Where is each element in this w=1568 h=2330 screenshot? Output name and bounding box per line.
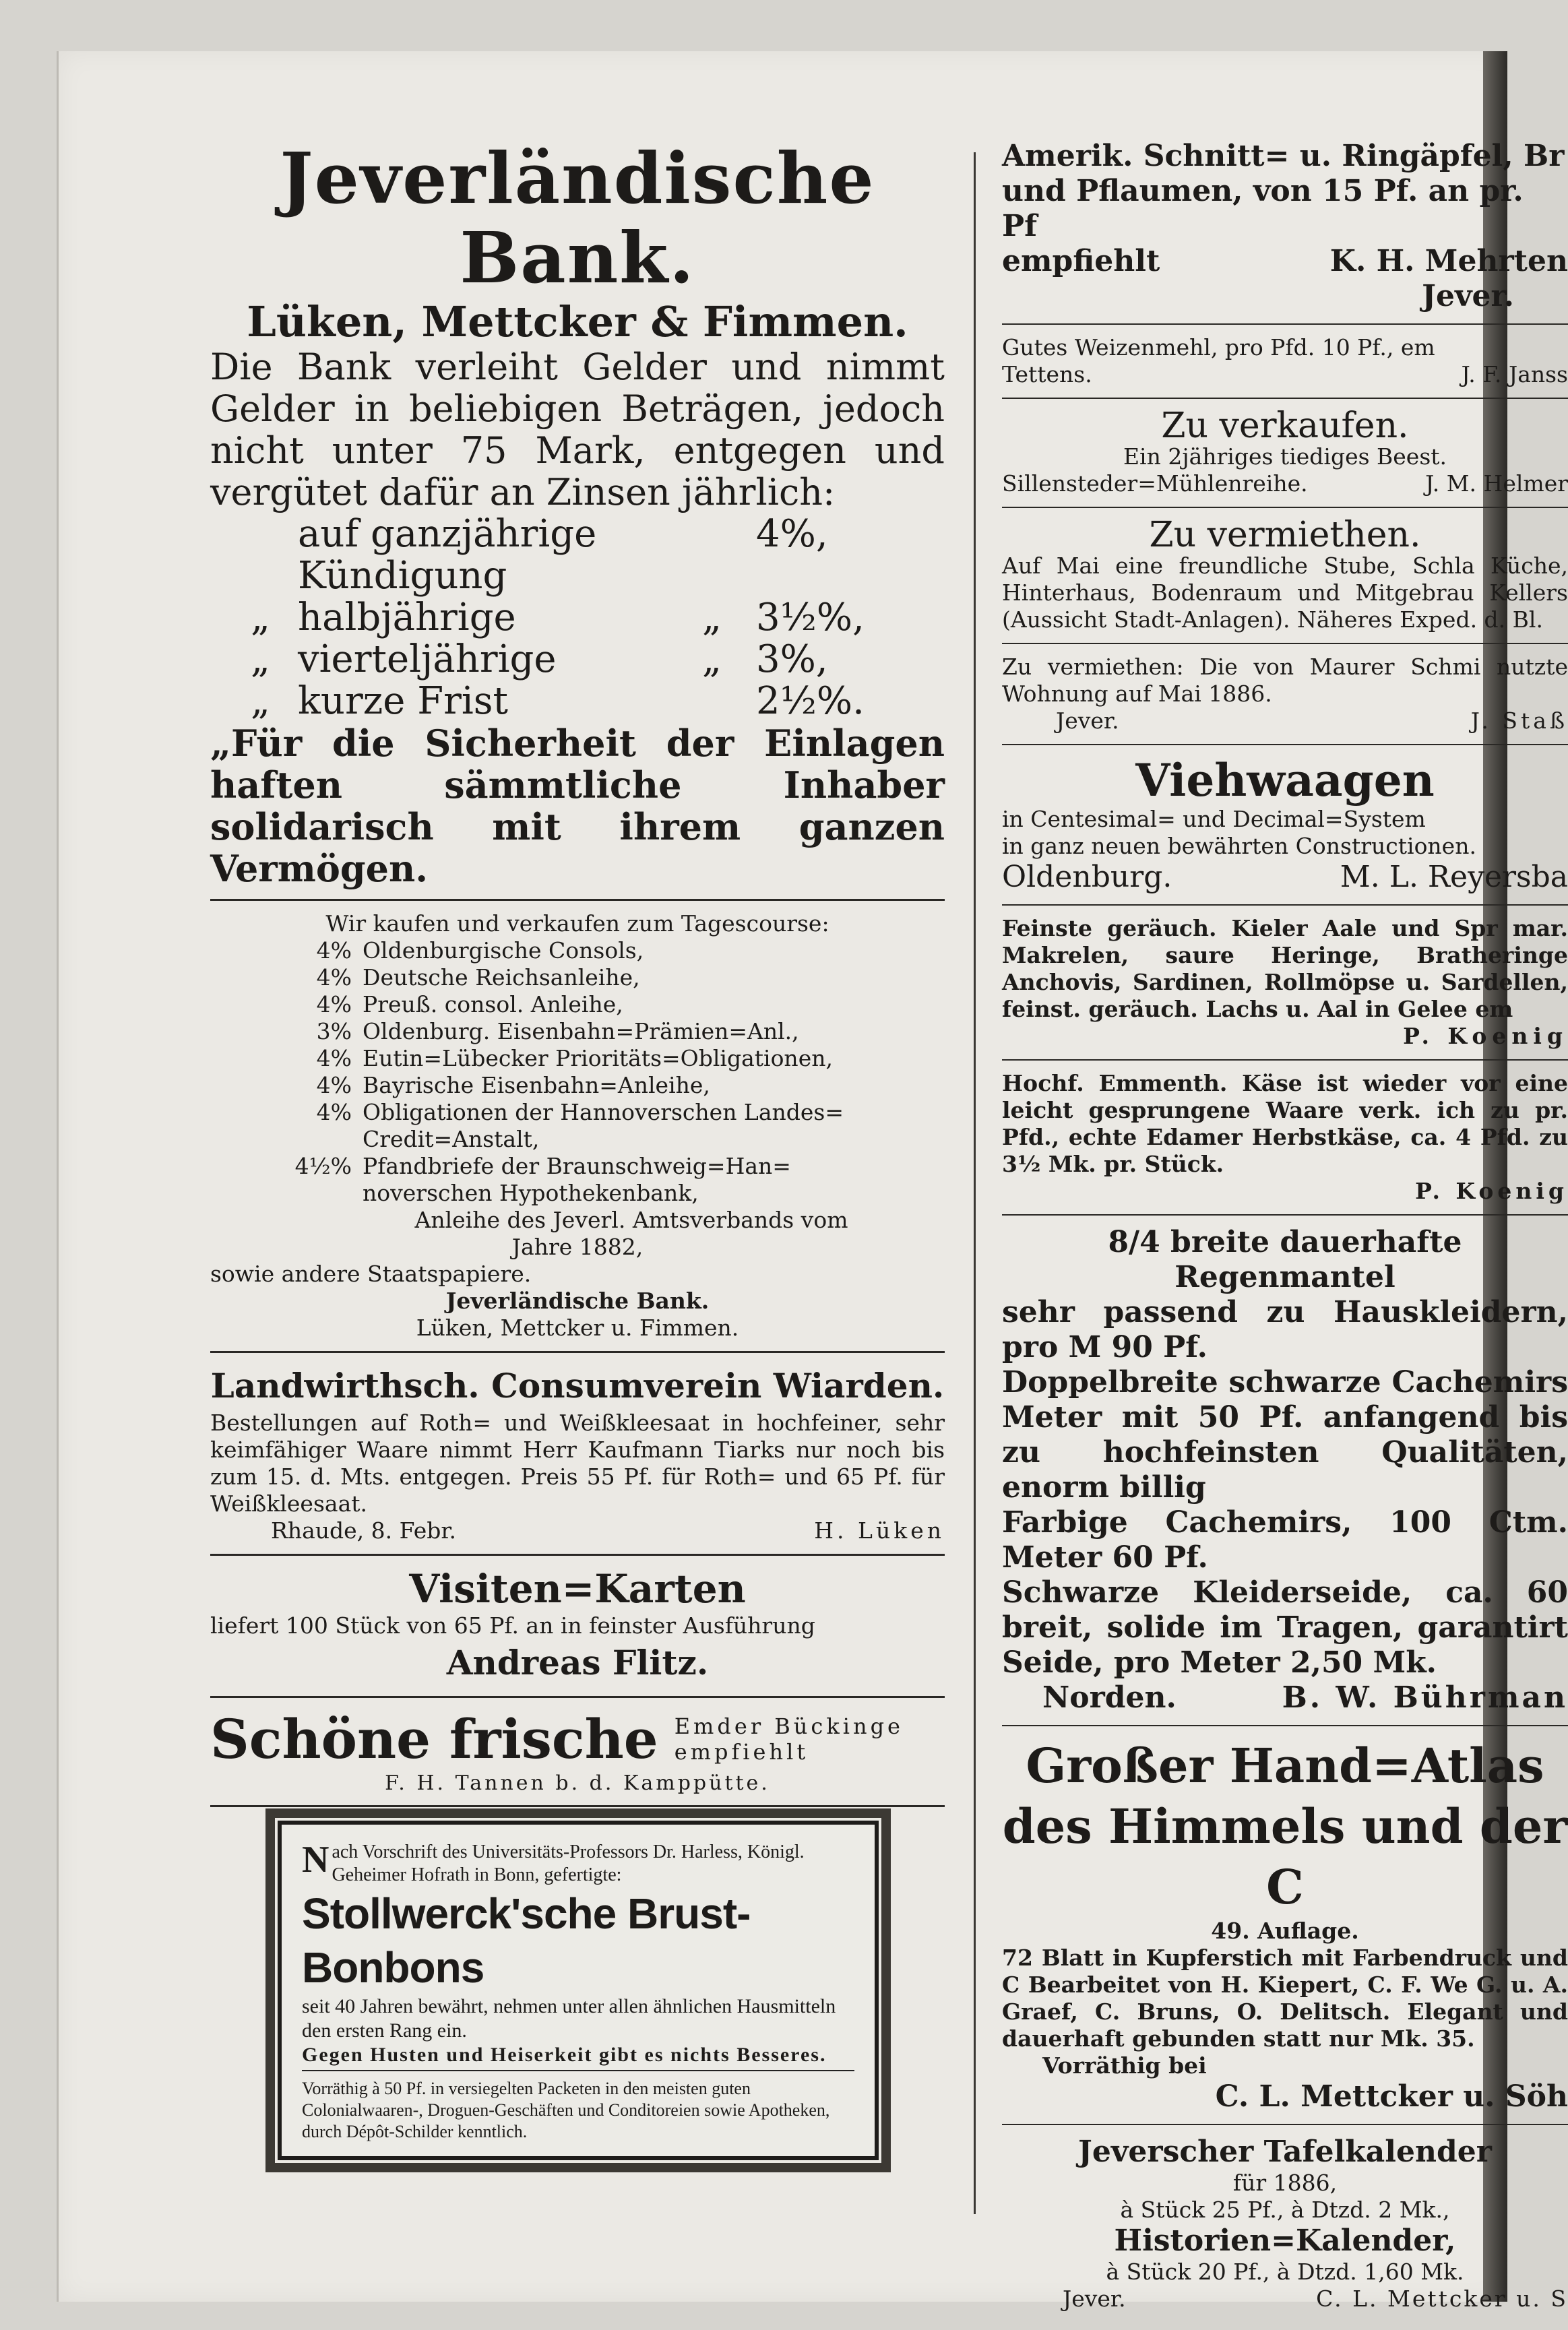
atlas-text: 72 Blatt in Kupferstich mit Farbendruck und C Bearbeitet von H. Kiepert, C. F. We G. u. A. Graef, C. Bruns, O. Delitsch. Elegant und dauerhaft gebunden statt nur Mk. 35. xyxy=(1002,1945,1568,2052)
rule xyxy=(210,1696,945,1698)
bond-item: 4% Bayrische Eisenbahn=Anleihe, xyxy=(316,1072,710,1098)
other-papers: sowie andere Staatspapiere. xyxy=(210,1261,532,1287)
stoffe-text-4: Schwarze Kleiderseide, ca. 60 breit, solide im Tragen, garantirt Seide, pro Meter 2,50 Mk. xyxy=(1002,1575,1568,1680)
konsum-sign: H. Lüken xyxy=(814,1517,945,1544)
atlas-title-2: des Himmels und der C xyxy=(1002,1798,1568,1915)
amerik-footer: empfiehlt K. H. Mehrten xyxy=(1002,244,1568,278)
weizen-line1: Gutes Weizenmehl, pro Pfd. 10 Pf., em xyxy=(1002,334,1435,360)
rate-row: auf ganzjährige Kündigung 4%, xyxy=(298,512,828,598)
bank-sign: Jeverländische Bank. xyxy=(445,1288,710,1314)
bond-item: Credit=Anstalt, xyxy=(363,1126,540,1152)
buecklinge-row xyxy=(210,1707,945,1771)
kalender-advert xyxy=(1002,2135,1568,2312)
trade-intro: Wir kaufen und verkaufen zum Tagescourse: xyxy=(325,910,829,937)
column-divider xyxy=(974,152,976,2214)
bank-owners: Lüken, Mettcker & Fimmen. xyxy=(247,297,908,346)
stollwerck-line1: Nach Vorschrift des Universitäts-Professors Dr. Harless, Königl. Geheimer Hofrath in Bonn, gefertigte: xyxy=(302,1839,805,1885)
konsum-title: Landwirthsch. Consumverein Wiarden. xyxy=(210,1366,945,1406)
buecklinge-advert xyxy=(210,1707,945,1796)
verkaufen-line1: Ein 2jähriges tiediges Beest. xyxy=(1123,443,1447,470)
rule xyxy=(210,1554,945,1556)
kalender-line1: für 1886, xyxy=(1232,2170,1338,2196)
buecklinge-line2: empfiehlt xyxy=(674,1739,809,1765)
kaese-advert xyxy=(1002,1070,1568,1205)
viehwaagen-title: Viehwaagen xyxy=(1135,754,1435,807)
viehwaagen-line2: in ganz neuen bewährten Constructionen. xyxy=(1002,833,1476,859)
rule xyxy=(210,899,945,901)
amerik-advert xyxy=(1002,139,1568,314)
bond-list xyxy=(271,937,945,1207)
stoffe-footer: Norden. B. W. Bührman xyxy=(1042,1680,1568,1715)
konsum-place: Rhaude, 8. Febr. xyxy=(271,1517,457,1544)
rule xyxy=(1002,1214,1568,1216)
drop-cap: N xyxy=(302,1839,330,1881)
bank-advert xyxy=(210,139,945,1342)
rule xyxy=(1002,904,1568,906)
bank-intro: Die Bank verleiht Gelder und nimmt Gelder in beliebigen Beträgen, jedoch nicht unter 75 Mark, entgegen und vergütet dafür an Zinsen jährlich: xyxy=(210,346,945,513)
stoffe-text-3: Farbige Cachemirs, 100 Ctm. Meter 60 Pf. xyxy=(1002,1505,1568,1575)
vermiethen-advert xyxy=(1002,517,1568,633)
rule xyxy=(1002,643,1568,644)
stollwerck-line2: seit 40 Jahren bewährt, nehmen unter allen ähnlichen Hausmitteln den ersten Rang ein. xyxy=(302,1995,836,2042)
stoffe-text: sehr passend zu Hauskleidern, pro M 90 Pf. xyxy=(1002,1295,1568,1364)
verkaufen-footer: Sillensteder=Mühlenreihe. J. M. Helmer xyxy=(1002,470,1568,497)
konsum-text: Bestellungen auf Roth= und Weißkleesaat in hochfeiner, sehr keimfähiger Waare nimmt Herr Kaufmann Tiarks nur noch bis zum 15. d. Mts. entgegen. Preis 55 Pf. für Roth= und 65 Pf. für Weißkleesaat. xyxy=(210,1410,945,1517)
rule xyxy=(1002,1059,1568,1061)
bond-item: 4% Oldenburgische Consols, xyxy=(316,937,644,964)
visiten-text: liefert 100 Stück von 65 Pf. an in feinster Ausführung xyxy=(210,1612,815,1639)
kaese-sign: P. Koenig xyxy=(1415,1178,1568,1204)
verkaufen-advert xyxy=(1002,408,1568,497)
atlas-sign: C. L. Mettcker u. Söh xyxy=(1215,2079,1568,2114)
kaese-text: Hochf. Emmenth. Käse ist wieder vor eine leicht gesprungene Waare verk. ich zu pr. Pfd., echte Edamer Herbstkäse, ca. 4 Pfd. zu 3½ Mk. pr. Stück. xyxy=(1002,1070,1568,1177)
right-column xyxy=(1002,139,1568,2312)
rule xyxy=(210,1351,945,1353)
bond-item: 3% Oldenburg. Eisenbahn=Prämien=Anl., xyxy=(316,1018,799,1044)
stollwerck-line4: Vorräthig à 50 Pf. in versiegelten Packeten in den meisten guten Colonialwaaren-, Droguen-Geschäften und Conditoreien sowie Apotheken, durch Dépôt-Schilder kenntlich. xyxy=(302,2079,830,2141)
newspaper-page xyxy=(57,51,1568,2312)
atlas-edition: 49. Auflage. xyxy=(1211,1918,1359,1944)
konsum-advert xyxy=(210,1362,945,1544)
vermiethen2-text: Zu vermiethen: Die von Maurer Schmi nutzte Wohnung auf Mai 1886. xyxy=(1002,654,1568,707)
rule xyxy=(1002,507,1568,508)
visiten-advert xyxy=(210,1565,945,1687)
rule xyxy=(1002,1725,1568,1726)
buecklinge-big: Schöne frische xyxy=(210,1707,658,1771)
kalender-title: Jeverscher Tafelkalender xyxy=(1078,2135,1492,2169)
rule xyxy=(1002,323,1568,325)
rate-row: „ halbjährige „ 3½%, xyxy=(251,596,865,639)
loan-line-2: Jahre 1882, xyxy=(511,1234,644,1260)
stollwerck-advert xyxy=(278,1821,879,2160)
fisch-sign: P. Koenig xyxy=(1403,1023,1568,1049)
viehwaagen-advert xyxy=(1002,755,1568,895)
rule xyxy=(1002,744,1568,745)
stollwerck-brand: Stollwerck'sche Brust-Bonbons xyxy=(302,1889,751,1992)
left-column xyxy=(210,139,945,2160)
vermiethen-text: Auf Mai eine freundliche Stube, Schla Küche, Hinterhaus, Bodenraum und Mitgebrau Kellers (Aussicht Stadt-Anlagen). Näheres Exped. d. Bl. xyxy=(1002,553,1568,633)
fisch-text: Feinste geräuch. Kieler Aale und Spr mar. Makrelen, saure Heringe, Bratheringe Anchovis, Sardinen, Rollmöpse u. Sardellen, feinst. geräuch. Lachs u. Aal in Gelee em xyxy=(1002,915,1568,1022)
stoffe-text-2: Doppelbreite schwarze Cachemirs Meter mit 50 Pf. anfangend bis zu hochfeinsten Qualitäten, enorm billig xyxy=(1002,1365,1568,1505)
bond-item: 4% Obligationen der Hannoverschen Landes= xyxy=(316,1099,844,1125)
rule xyxy=(210,1805,945,1807)
weizen-footer: Tettens. J. F. Janss xyxy=(1002,361,1568,387)
kalender-line3: à Stück 20 Pf., à Dtzd. 1,60 Mk. xyxy=(1106,2259,1464,2285)
atlas-title: Großer Hand=Atlas xyxy=(1026,1738,1544,1794)
bond-item: 4% Preuß. consol. Anleihe, xyxy=(316,991,623,1017)
fisch-advert xyxy=(1002,915,1568,1050)
interest-rates xyxy=(251,513,945,722)
bank-sign-owners: Lüken, Mettcker u. Fimmen. xyxy=(416,1315,739,1341)
amerik-place: Jever. xyxy=(1422,279,1514,313)
rule xyxy=(1002,398,1568,399)
vermiethen2-footer: Jever. J. Staß xyxy=(1056,707,1568,734)
stollwerck-line3: Gegen Husten und Heiserkeit gibt es nichts Besseres. xyxy=(302,2043,854,2071)
rule xyxy=(1002,2124,1568,2125)
bank-guarantee: „Für die Sicherheit der Einlagen haften sämmtliche Inhaber solidarisch mit ihrem ganzen Vermögen. xyxy=(210,722,945,890)
visiten-title: Visiten=Karten xyxy=(409,1566,746,1612)
atlas-advert xyxy=(1002,1736,1568,2114)
konsum-footer xyxy=(210,1517,945,1544)
viehwaagen-footer: Oldenburg. M. L. Reyersba xyxy=(1002,860,1568,894)
bond-item: 4% Deutsche Reichsanleihe, xyxy=(316,964,640,990)
kalender-footer: Jever. C. L. Mettcker u. S xyxy=(1063,2286,1568,2312)
vermiethen2-advert xyxy=(1002,654,1568,734)
kalender-title-2: Historien=Kalender, xyxy=(1114,2224,1456,2258)
kalender-line2: à Stück 25 Pf., à Dtzd. 2 Mk., xyxy=(1120,2197,1450,2223)
buecklinge-side xyxy=(675,1713,904,1765)
buecklinge-sign: F. H. Tannen b. d. Kamppütte. xyxy=(385,1771,770,1795)
amerik-line1: Amerik. Schnitt= u. Ringäpfel, Br xyxy=(1002,139,1565,173)
verkaufen-title: Zu verkaufen. xyxy=(1161,406,1409,446)
buecklinge-line1: Emder Bückinge xyxy=(674,1713,904,1739)
atlas-stock: Vorräthig bei xyxy=(1042,2052,1207,2079)
rate-row: „ vierteljährige „ 3%, xyxy=(251,637,828,681)
rate-row: „ kurze Frist 2½%. xyxy=(251,679,865,723)
stoffe-advert xyxy=(1002,1225,1568,1715)
visiten-sign: Andreas Flitz. xyxy=(446,1643,709,1682)
vermiethen-title: Zu vermiethen. xyxy=(1149,515,1421,555)
amerik-line2: und Pflaumen, von 15 Pf. an pr. Pf xyxy=(1002,174,1524,243)
bank-title: Jeverländische Bank. xyxy=(280,137,875,299)
stoffe-line1: 8/4 breite dauerhafte Regenmantel xyxy=(1108,1225,1462,1294)
bond-item: 4% Eutin=Lübecker Prioritäts=Obligationen, xyxy=(316,1045,833,1071)
loan-line: Anleihe des Jeverl. Amtsverbands vom xyxy=(414,1207,848,1233)
bond-item: 4½% Pfandbriefe der Braunschweig=Han= xyxy=(294,1153,791,1179)
bond-item: noverschen Hypothekenbank, xyxy=(363,1180,699,1206)
weizen-advert xyxy=(1002,334,1568,388)
viehwaagen-line1: in Centesimal= und Decimal=System xyxy=(1002,806,1426,832)
